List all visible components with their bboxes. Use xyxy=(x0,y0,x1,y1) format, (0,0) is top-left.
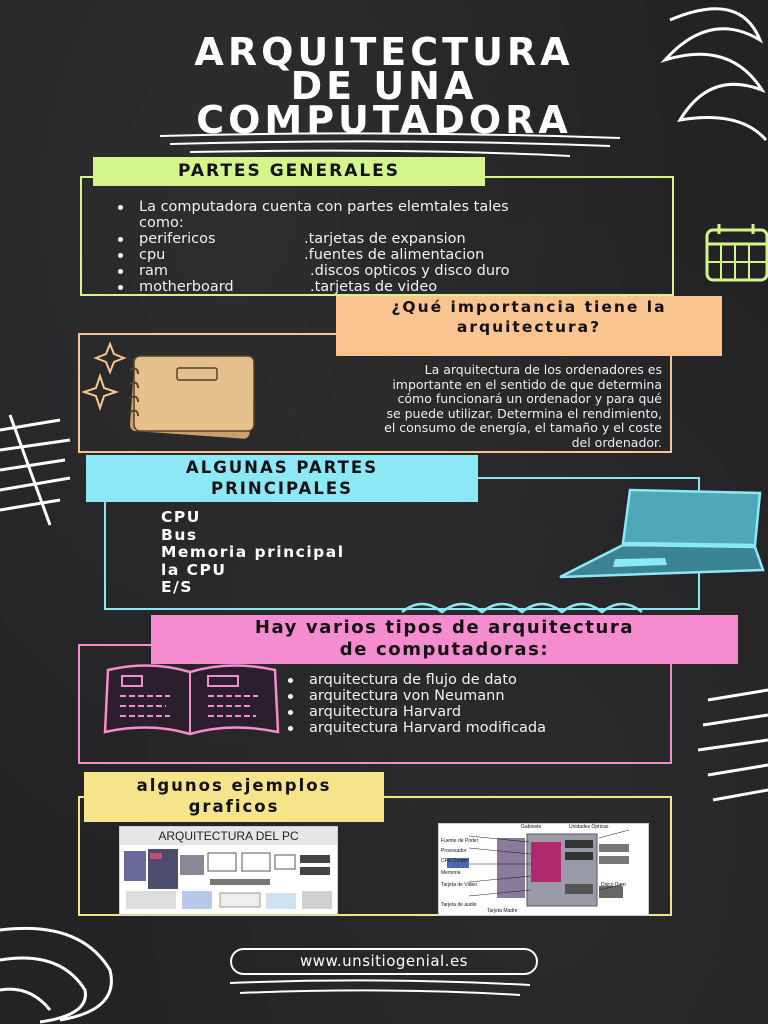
title-line-3: COMPUTADORA xyxy=(196,98,572,142)
website-url-link[interactable]: www.unsitiogenial.es xyxy=(230,948,538,975)
partes-generales-item xyxy=(118,279,234,295)
partes-principales-item: Bus xyxy=(161,525,198,544)
tipos-label xyxy=(151,615,738,664)
importancia-text-line: del ordenador. xyxy=(571,434,662,450)
partes-principales-label xyxy=(86,455,478,502)
partes-principales-item: la CPU xyxy=(161,560,227,579)
importancia-label-line-2: arquitectura? xyxy=(456,318,602,336)
importancia-label-line-1: ¿Qué importancia tiene la xyxy=(391,298,667,316)
wave-scribble xyxy=(400,594,680,616)
partes-generales-item-right: .tarjetas de expansion xyxy=(304,231,466,247)
importancia-text-line: importante en el sentido de que determina xyxy=(392,376,662,392)
tipos-item-label: arquitectura von Neumann xyxy=(309,688,505,704)
ejemplos-label xyxy=(84,772,384,822)
computer-parts-label: Disco Duro xyxy=(601,882,626,888)
importancia-text-line: se puede utilizar. Determina el rendimiento, xyxy=(386,405,662,421)
bullet-dot xyxy=(118,237,123,242)
tipos-label-line-2: de computadoras: xyxy=(339,639,550,660)
partes-generales-item-left: ram xyxy=(139,263,168,279)
notebook-icon xyxy=(82,340,262,440)
partes-generales-intro-2: como: xyxy=(139,215,184,231)
computer-parts-label: Procesador xyxy=(441,848,467,854)
pc-architecture-diagram xyxy=(120,845,337,914)
importancia-text-line: cómo funcionará un ordenador y para qué xyxy=(397,391,662,407)
bullet-dot xyxy=(288,678,293,683)
partes-principales-item: E/S xyxy=(161,578,193,596)
importancia-text-line: La arquitectura de los ordenadores es xyxy=(424,362,662,377)
partes-generales-item-left: perifericos xyxy=(139,231,216,247)
tipos-label-line-1: Hay varios tipos de arquitectura xyxy=(254,617,635,638)
example-image-1-title: ARQUITECTURA DEL PC xyxy=(120,827,337,845)
partes-generales-item-left: cpu xyxy=(139,247,166,263)
partes-generales-label: PARTES GENERALES xyxy=(93,157,485,186)
open-book-icon xyxy=(100,660,285,738)
tipos-item-label: arquitectura Harvard xyxy=(309,704,462,720)
tipos-item xyxy=(288,720,546,736)
computer-parts-label: Gabinete xyxy=(521,824,542,830)
tipos-item-label: arquitectura Harvard modificada xyxy=(309,720,546,736)
title-line-1: ARQUITECTURA xyxy=(194,30,574,74)
partes-principales-label-line-2: PRINCIPALES xyxy=(210,479,353,498)
partes-generales-item-right: .tarjetas de video xyxy=(310,279,438,295)
partes-generales-item-right: .discos opticos y disco duro xyxy=(310,263,510,279)
partes-principales-label-line-1: ALGUNAS PARTES xyxy=(185,458,379,477)
scribble-left-middle xyxy=(0,400,80,530)
computer-parts-label: Memoria xyxy=(441,870,461,876)
tipos-item xyxy=(288,672,517,688)
ejemplos-label-line-1: algunos ejemplos xyxy=(136,776,332,795)
bullet-dot xyxy=(118,285,123,290)
partes-principales-item: CPU xyxy=(161,508,201,526)
computer-parts-label: Tarjeta Madre xyxy=(487,908,518,914)
scribble-bottom-left xyxy=(0,910,170,1024)
footer-scribble xyxy=(220,975,540,1005)
scribble-top-right xyxy=(650,0,768,150)
partes-generales-intro: La computadora cuenta con partes elemtales tales xyxy=(118,199,509,215)
computer-parts-label: CPU Cooler xyxy=(441,858,468,864)
example-image-computer-parts xyxy=(438,823,649,916)
importancia-text xyxy=(270,363,662,451)
tipos-item xyxy=(288,704,461,720)
title-line-2: DE UNA xyxy=(290,64,478,108)
bullet-dot xyxy=(288,694,293,699)
ejemplos-label-line-2: graficos xyxy=(188,797,280,816)
partes-generales-item-left: motherboard xyxy=(139,279,234,295)
laptop-icon xyxy=(555,485,767,585)
bullet-dot xyxy=(118,269,123,274)
partes-generales-item xyxy=(118,263,168,279)
example-image-pc-architecture xyxy=(119,826,338,915)
bullet-dot xyxy=(288,710,293,715)
bullet-dot xyxy=(288,726,293,731)
partes-generales-item xyxy=(118,231,216,247)
partes-generales-item-right: .fuentes de alimentacion xyxy=(304,247,485,263)
importancia-text-line: el consumo de energía, el tamaño y el coste xyxy=(384,420,662,436)
calendar-icon xyxy=(703,222,768,284)
partes-principales-item: Memoria principal xyxy=(161,543,345,561)
computer-parts-label: Tarjeta de audio xyxy=(441,902,477,908)
computer-parts-label: Tarjeta de Video xyxy=(441,882,478,888)
computer-parts-label: Unidades Ópticas xyxy=(569,824,609,830)
importancia-label xyxy=(336,296,722,356)
tipos-item xyxy=(288,688,505,704)
bullet-dot xyxy=(118,253,123,258)
tipos-item-label: arquitectura de flujo de dato xyxy=(309,672,517,688)
scribble-right-bottom xyxy=(688,670,768,820)
computer-parts-label: Fuente de Poder xyxy=(441,838,479,844)
partes-generales-item xyxy=(118,247,165,263)
